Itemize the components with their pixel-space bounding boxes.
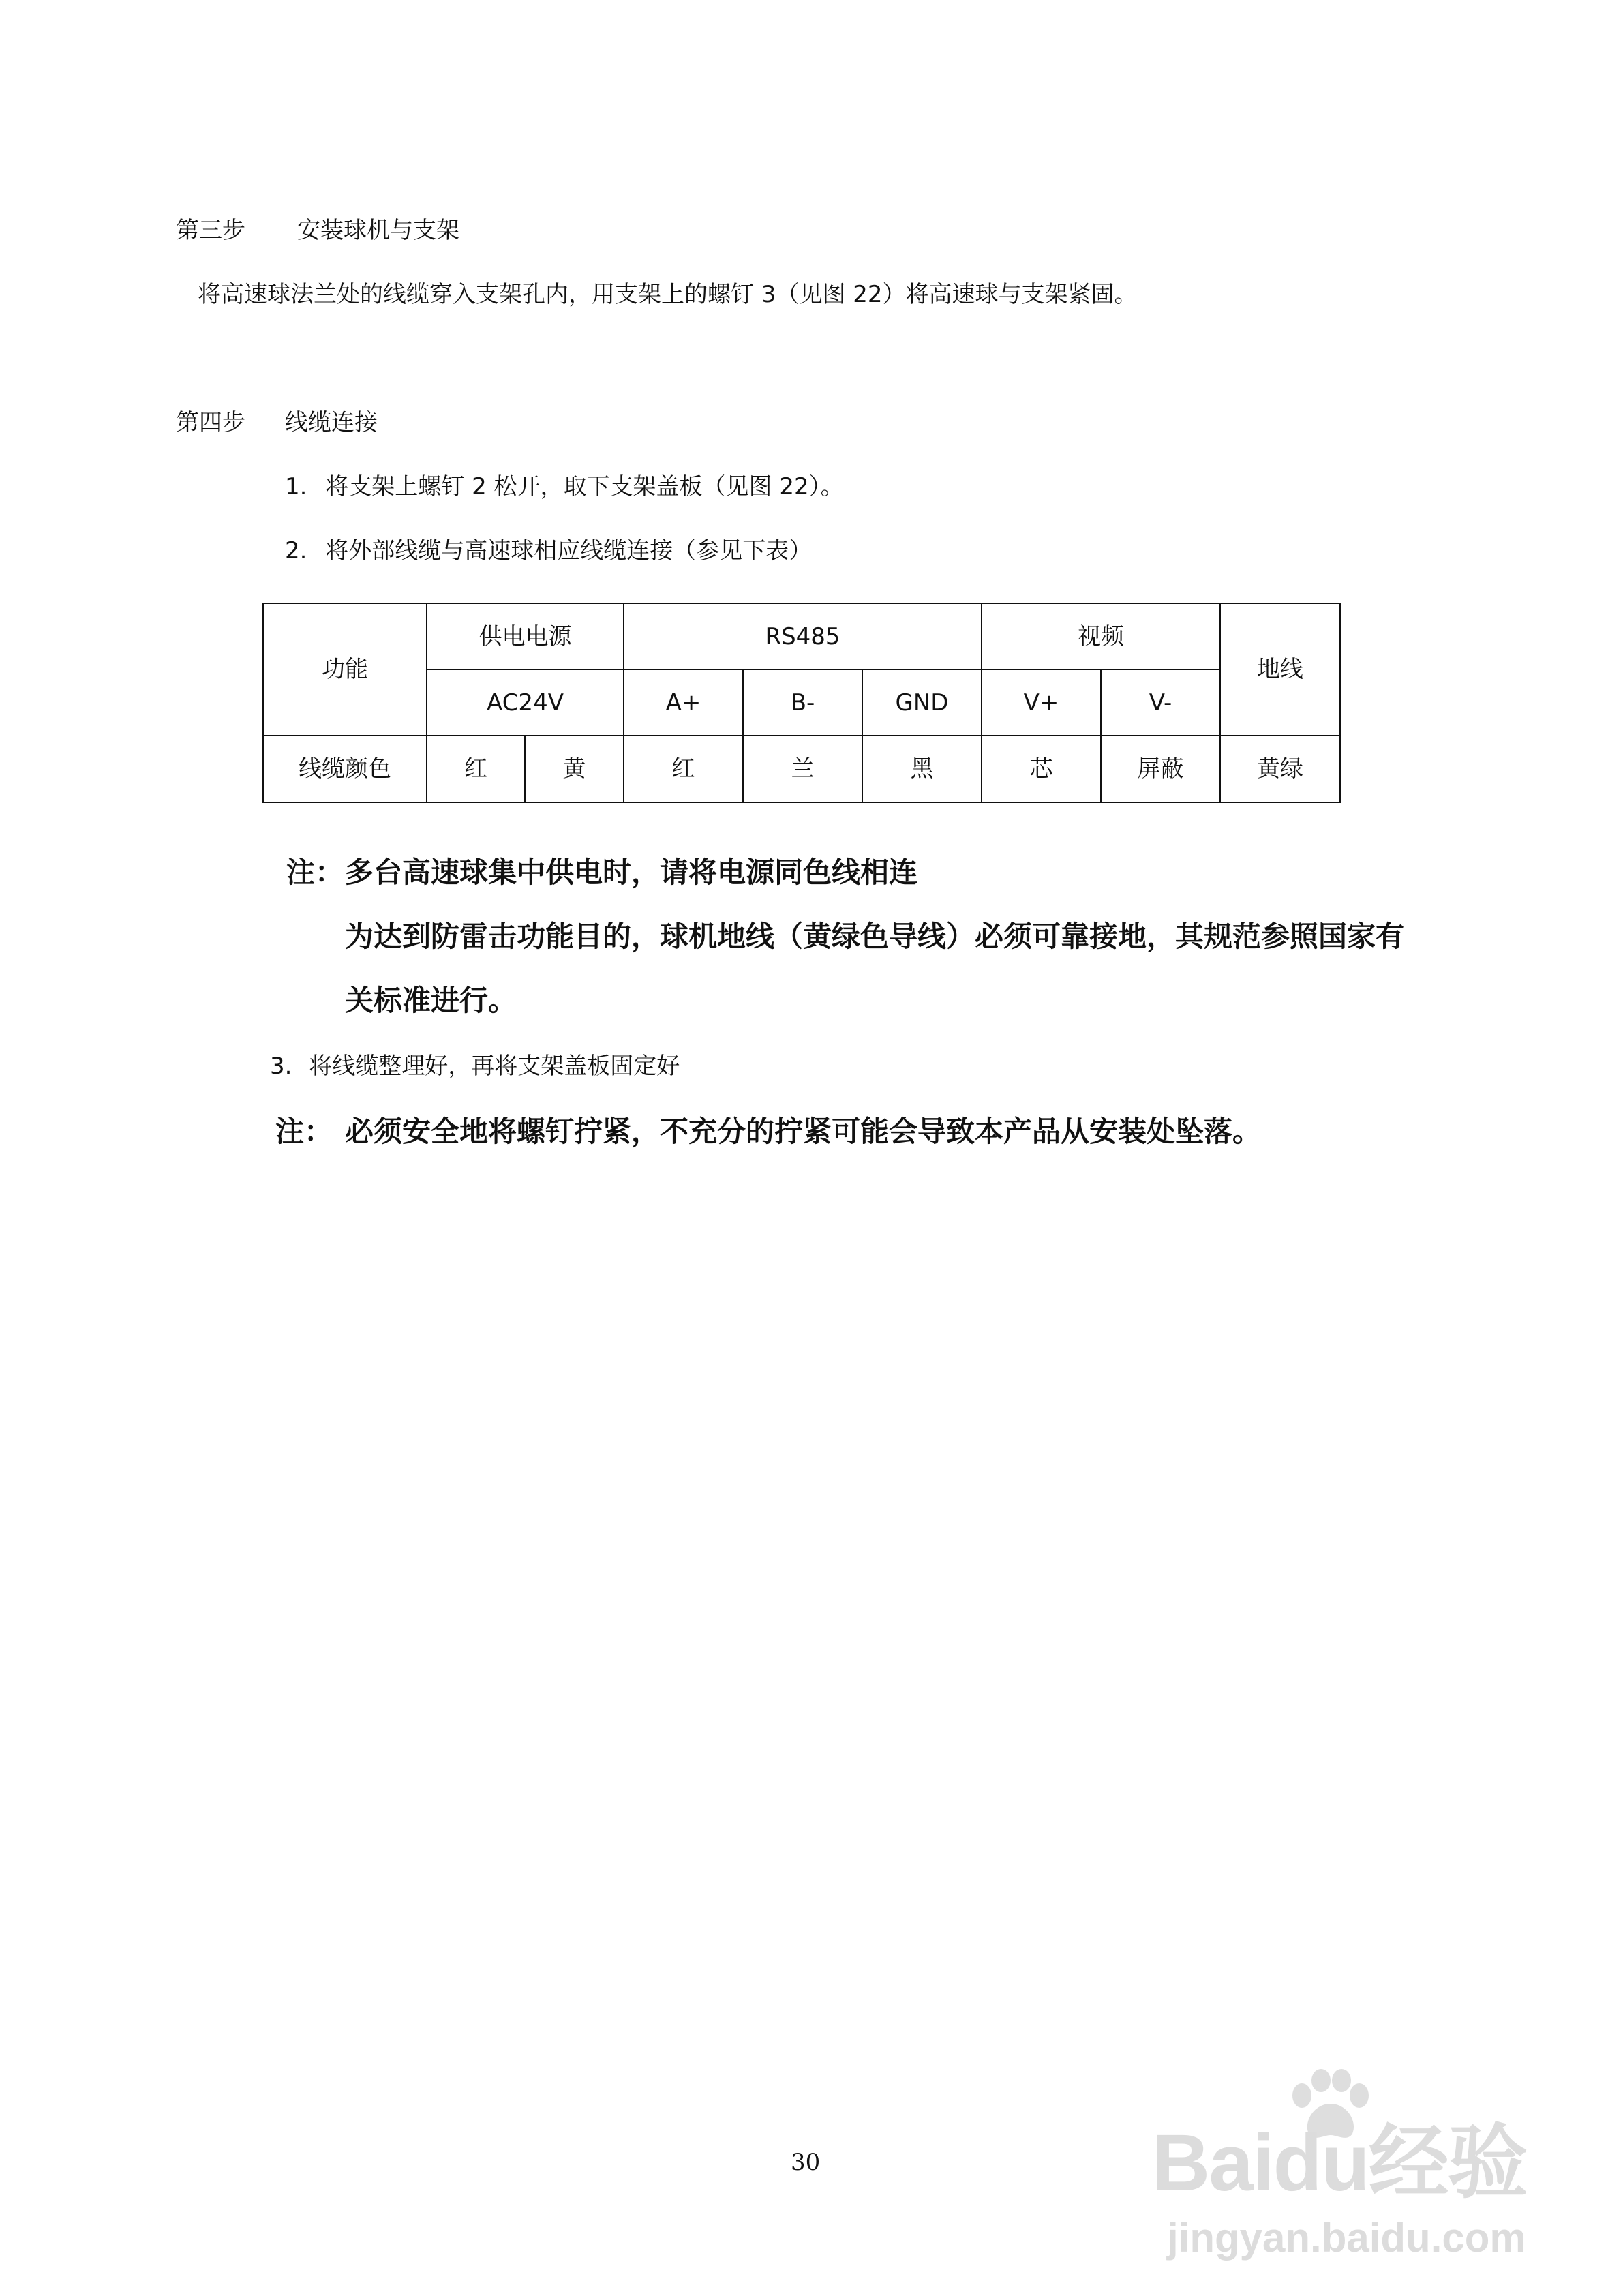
table-row xyxy=(263,736,1340,802)
video-header: 视频 xyxy=(982,603,1220,669)
item3-text: 将线缆整理好，再将支架盖板固定好 xyxy=(309,1053,680,1080)
note1-line3: 关标准进行。 xyxy=(345,984,517,1017)
function-header: 功能 xyxy=(263,603,427,736)
step4-item-1 xyxy=(285,473,844,500)
table-cell: B- xyxy=(743,669,862,736)
step4-title: 线缆连接 xyxy=(285,409,378,436)
table-cell: A+ xyxy=(624,669,743,736)
note1-line2: 为达到防雷击功能目的，球机地线（黄绿色导线）必须可靠接地，其规范参照国家有 xyxy=(345,920,1405,953)
table-cell: V- xyxy=(1101,669,1220,736)
table-cell: V+ xyxy=(982,669,1101,736)
table-cell: 屏蔽 xyxy=(1101,736,1220,802)
table-cell: 黑 xyxy=(862,736,982,802)
rs485-header: RS485 xyxy=(624,603,982,669)
step4-item-2-number: 2. xyxy=(285,537,307,564)
table-cell: 黄绿 xyxy=(1220,736,1340,802)
ground-header: 地线 xyxy=(1220,603,1340,736)
table-row xyxy=(263,603,1340,669)
step3-label: 第三步 xyxy=(176,217,245,244)
item3-number: 3. xyxy=(270,1053,292,1080)
step3-title: 安装球机与支架 xyxy=(297,217,459,244)
table-cell: AC24V xyxy=(427,669,624,736)
step4-item-1-text: 将支架上螺钉 2 松开，取下支架盖板（见图 22）。 xyxy=(325,473,844,500)
note2-label: 注： xyxy=(275,1115,333,1148)
note1-line1: 多台高速球集中供电时，请将电源同色线相连 xyxy=(345,856,918,889)
step4-item-1-number: 1. xyxy=(285,473,307,500)
table-cell: 红 xyxy=(624,736,743,802)
table-cell: 红 xyxy=(427,736,525,802)
table-cell: 黄 xyxy=(525,736,624,802)
table-cell: 兰 xyxy=(743,736,862,802)
step4-label: 第四步 xyxy=(176,409,245,436)
page-number: 30 xyxy=(791,2149,821,2176)
cable-color-label: 线缆颜色 xyxy=(263,736,427,802)
step4-item-2-text: 将外部线缆与高速球相应线缆连接（参见下表） xyxy=(325,537,813,564)
wiring-table xyxy=(262,603,1341,803)
table-cell: GND xyxy=(862,669,982,736)
step4-item-2 xyxy=(285,537,812,564)
item3 xyxy=(270,1053,680,1080)
watermark-brand: Baidu经验 xyxy=(1152,2118,1527,2208)
step3-text: 将高速球法兰处的线缆穿入支架孔内，用支架上的螺钉 3（见图 22）将高速球与支架紧固。 xyxy=(198,281,1138,308)
table-cell: 芯 xyxy=(982,736,1101,802)
power-header: 供电电源 xyxy=(427,603,624,669)
watermark-url: jingyan.baidu.com xyxy=(1167,2215,1526,2261)
note2-text: 必须安全地将螺钉拧紧，不充分的拧紧可能会导致本产品从安装处坠落。 xyxy=(345,1115,1262,1148)
note1-label: 注： xyxy=(286,856,344,889)
